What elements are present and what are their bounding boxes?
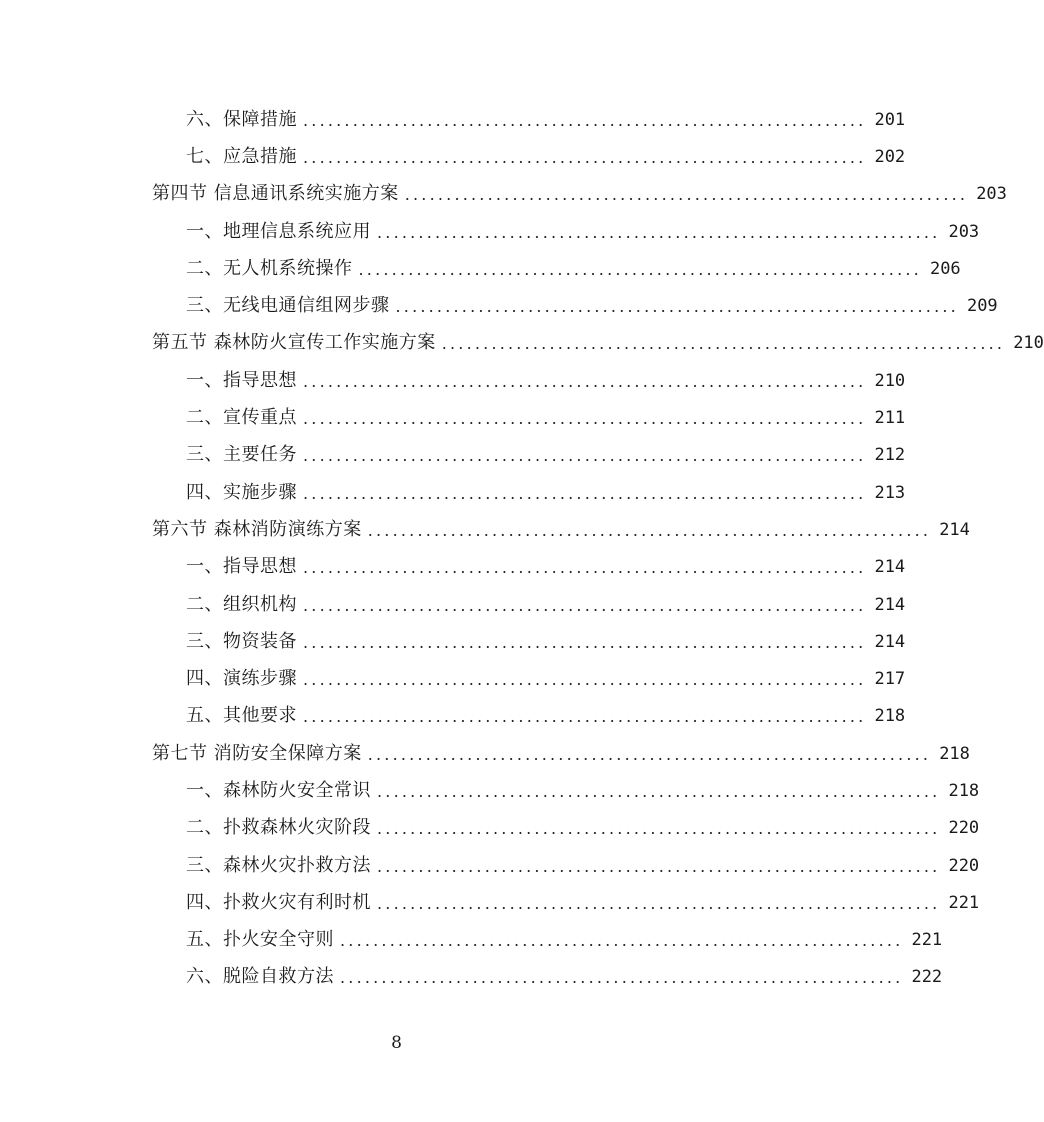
- toc-entry-title: 六、保障措施: [186, 108, 297, 130]
- toc-dot-leader: ....................................................................: [303, 632, 867, 652]
- toc-dot-leader: ....................................................................: [303, 110, 867, 130]
- toc-entry-title: 二、组织机构: [186, 593, 297, 615]
- toc-dot-leader: ....................................................................: [367, 520, 932, 540]
- toc-dot-leader: ....................................................................: [303, 409, 867, 429]
- toc-item-entry[interactable]: [0, 287, 998, 324]
- toc-entry-page: 213: [874, 482, 906, 503]
- toc-item-entry[interactable]: [0, 362, 906, 399]
- toc-dot-leader: ....................................................................: [377, 819, 941, 839]
- toc-item-entry[interactable]: [0, 101, 906, 138]
- toc-entry-title: 三、无线电通信组网步骤: [186, 295, 390, 317]
- toc-section-entry[interactable]: [0, 325, 1044, 362]
- toc-item-entry[interactable]: [0, 772, 980, 809]
- toc-item-entry[interactable]: [0, 810, 980, 847]
- toc-entry-page: 218: [874, 706, 906, 727]
- toc-entry-title: 一、指导思想: [186, 369, 297, 391]
- toc-entry-page: 218: [948, 780, 980, 801]
- toc-entry-title: 二、无人机系统操作: [186, 257, 353, 279]
- toc-dot-leader: ....................................................................: [340, 968, 904, 988]
- toc-item-entry[interactable]: [0, 399, 906, 436]
- toc-entry-title: 二、扑救森林火灾阶段: [186, 817, 371, 839]
- toc-entry-page: 211: [874, 408, 906, 429]
- toc-entry-page: 217: [874, 669, 906, 690]
- toc-entry-page: 203: [976, 184, 1007, 205]
- toc-dot-leader: ....................................................................: [303, 483, 867, 503]
- toc-item-entry[interactable]: [0, 250, 961, 287]
- table-of-contents: [0, 101, 1044, 996]
- toc-entry-page: 220: [948, 855, 980, 876]
- toc-item-entry[interactable]: [0, 474, 906, 511]
- toc-dot-leader: ....................................................................: [377, 893, 941, 913]
- toc-dot-leader: ....................................................................: [358, 259, 922, 279]
- toc-section-entry[interactable]: [0, 176, 1007, 213]
- toc-entry-title: 五、其他要求: [186, 705, 297, 727]
- toc-item-entry[interactable]: [0, 549, 906, 586]
- toc-item-entry[interactable]: [0, 437, 906, 474]
- toc-entry-page: 206: [929, 258, 961, 279]
- toc-entry-title: 二、宣传重点: [186, 407, 297, 429]
- toc-entry-page: 203: [948, 221, 980, 242]
- toc-entry-title: 四、实施步骤: [186, 481, 297, 503]
- toc-dot-leader: ....................................................................: [377, 856, 941, 876]
- toc-item-entry[interactable]: [0, 698, 906, 735]
- toc-entry-page: 214: [874, 557, 906, 578]
- toc-entry-page: 214: [874, 594, 906, 615]
- toc-entry-page: 221: [948, 892, 980, 913]
- toc-entry-page: 218: [939, 743, 970, 764]
- toc-entry-title: 第五节 森林防火宣传工作实施方案: [152, 332, 436, 354]
- toc-entry-title: 三、物资装备: [186, 630, 297, 652]
- toc-entry-page: 210: [1013, 333, 1044, 354]
- toc-dot-leader: ....................................................................: [303, 147, 867, 167]
- toc-item-entry[interactable]: [0, 213, 980, 250]
- toc-entry-title: 四、演练步骤: [186, 668, 297, 690]
- toc-item-entry[interactable]: [0, 660, 906, 697]
- toc-entry-title: 一、指导思想: [186, 556, 297, 578]
- toc-entry-title: 五、扑火安全守则: [186, 929, 334, 951]
- toc-dot-leader: ....................................................................: [367, 744, 932, 764]
- toc-entry-title: 三、森林火灾扑救方法: [186, 854, 371, 876]
- toc-entry-title: 一、地理信息系统应用: [186, 220, 371, 242]
- toc-section-entry[interactable]: [0, 735, 970, 772]
- toc-entry-page: 214: [874, 631, 906, 652]
- toc-entry-page: 202: [874, 146, 906, 167]
- toc-item-entry[interactable]: [0, 884, 980, 921]
- toc-entry-page: 214: [939, 519, 970, 540]
- toc-dot-leader: ....................................................................: [404, 185, 969, 205]
- toc-dot-leader: ....................................................................: [377, 222, 941, 242]
- toc-entry-page: 221: [911, 930, 943, 951]
- toc-entry-title: 六、脱险自救方法: [186, 966, 334, 988]
- toc-entry-title: 三、主要任务: [186, 444, 297, 466]
- toc-entry-page: 201: [874, 109, 906, 130]
- toc-entry-page: 209: [966, 296, 998, 317]
- toc-entry-page: 210: [874, 370, 906, 391]
- toc-entry-title: 七、应急措施: [186, 145, 297, 167]
- page-number: 8: [391, 1033, 402, 1053]
- toc-item-entry[interactable]: [0, 847, 980, 884]
- toc-dot-leader: ....................................................................: [303, 707, 867, 727]
- toc-dot-leader: ....................................................................: [340, 931, 904, 951]
- toc-entry-title: 第七节 消防安全保障方案: [152, 742, 362, 764]
- toc-dot-leader: ....................................................................: [395, 297, 959, 317]
- toc-entry-page: 222: [911, 967, 943, 988]
- toc-entry-title: 第四节 信息通讯系统实施方案: [152, 183, 399, 205]
- toc-entry-page: 220: [948, 818, 980, 839]
- toc-entry-title: 四、扑救火灾有利时机: [186, 891, 371, 913]
- toc-entry-page: 212: [874, 445, 906, 466]
- toc-item-entry[interactable]: [0, 138, 906, 175]
- toc-dot-leader: ....................................................................: [303, 558, 867, 578]
- toc-dot-leader: ....................................................................: [303, 371, 867, 391]
- toc-dot-leader: ....................................................................: [441, 334, 1006, 354]
- toc-dot-leader: ....................................................................: [303, 446, 867, 466]
- toc-item-entry[interactable]: [0, 922, 943, 959]
- toc-item-entry[interactable]: [0, 623, 906, 660]
- toc-dot-leader: ....................................................................: [303, 670, 867, 690]
- toc-section-entry[interactable]: [0, 511, 970, 548]
- toc-item-entry[interactable]: [0, 959, 943, 996]
- toc-dot-leader: ....................................................................: [303, 595, 867, 615]
- toc-dot-leader: ....................................................................: [377, 781, 941, 801]
- toc-entry-title: 一、森林防火安全常识: [186, 779, 371, 801]
- toc-entry-title: 第六节 森林消防演练方案: [152, 518, 362, 540]
- toc-item-entry[interactable]: [0, 586, 906, 623]
